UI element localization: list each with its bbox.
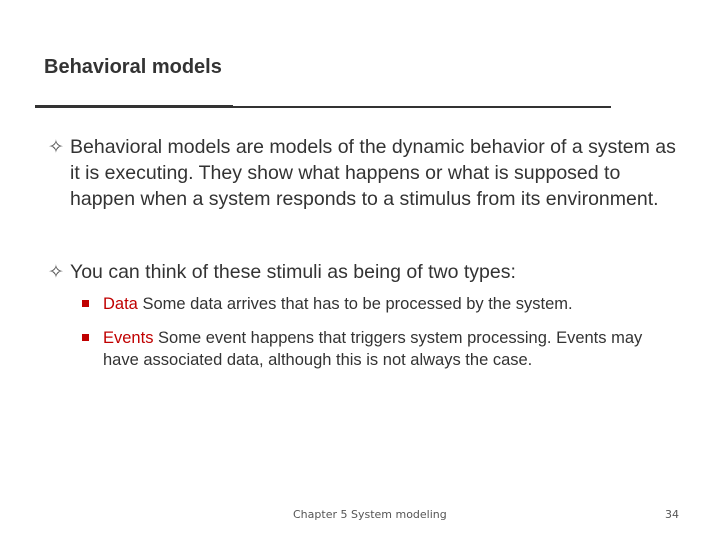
sub-bullet-keyword: Data (103, 295, 138, 313)
sub-bullet-text (103, 327, 682, 371)
bullet-item (48, 259, 688, 285)
diamond-star-bullet-icon: ✧ (48, 261, 64, 283)
slide-title: Behavioral models (44, 56, 222, 78)
page-number: 34 (665, 508, 679, 521)
diamond-star-bullet-icon: ✧ (48, 136, 64, 158)
square-bullet-icon (82, 300, 89, 307)
sub-bullet-body: Some data arrives that has to be processed by the system. (137, 295, 573, 313)
bullet-text: Behavioral models are models of the dynamic behavior of a system as it is executing. They show what happens or what is supposed to happen when a system responds to a stimulus from its environment. (70, 136, 676, 210)
bullet-item (48, 134, 688, 212)
footer-chapter: Chapter 5 System modeling (293, 508, 447, 521)
square-bullet-icon (82, 334, 89, 341)
sub-bullet-item (82, 293, 682, 315)
sub-bullet-text (103, 293, 682, 315)
title-underline (35, 106, 611, 108)
sub-bullet-item (82, 327, 682, 371)
sub-bullet-keyword: Events (103, 329, 154, 347)
bullet-text: You can think of these stimuli as being of two types: (70, 261, 516, 283)
sub-bullet-body: Some event happens that triggers system processing. Events may have associated data, although this is not always the case. (103, 329, 643, 369)
